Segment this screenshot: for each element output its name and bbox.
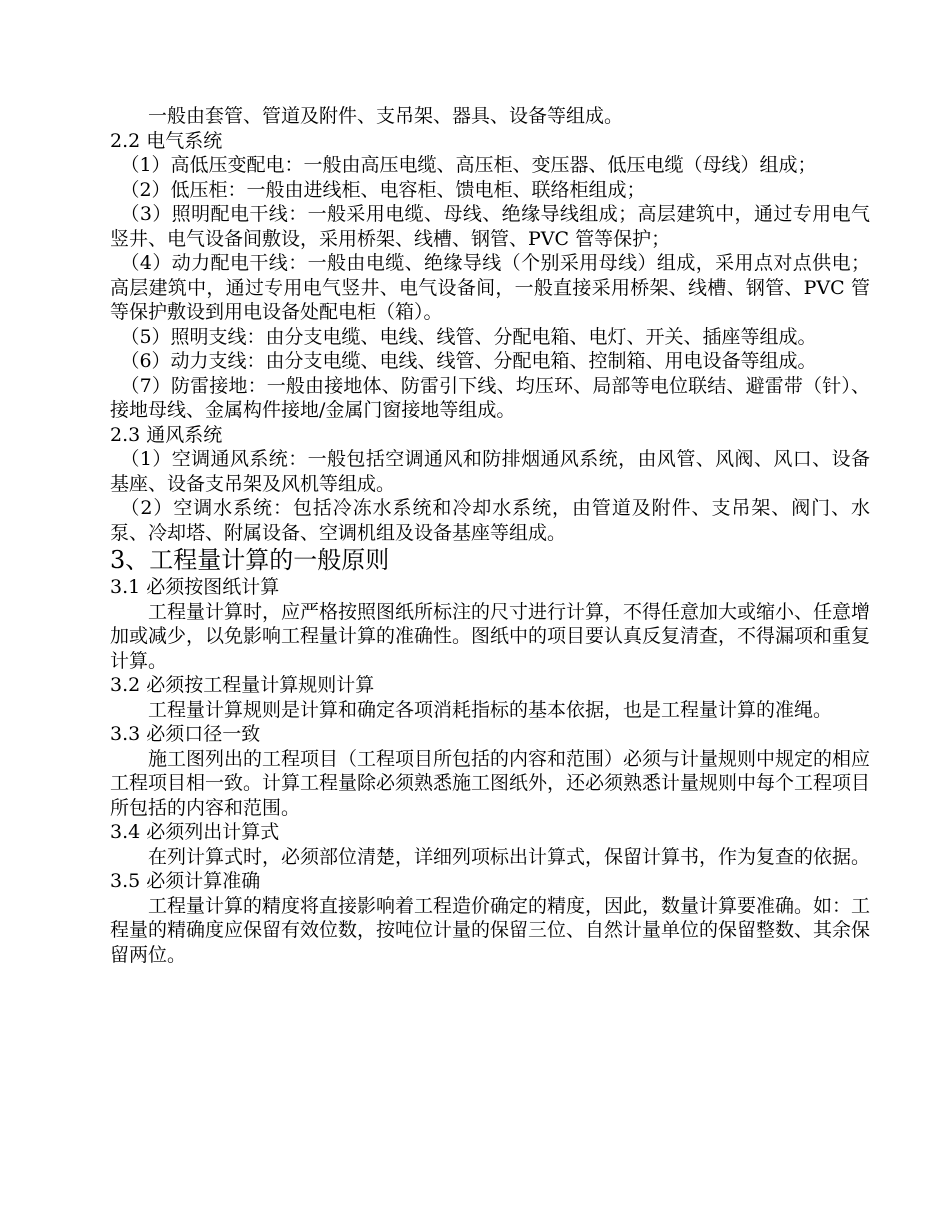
heading-3-5: 3.5 必须计算准确 [110,870,261,892]
document-page [110,104,870,967]
heading-3: 3、工程量计算的一般原则 [110,546,390,574]
paragraph-3-3: 施工图列出的工程项目（工程项目所包括的内容和范围）必须与计量规则中规定的相应工程项目相一致。计算工程量除必须熟悉施工图纸外，还必须熟悉计量规则中每个工程项目所包括的内容和范围。 [110,747,871,819]
list-item-ventilation-1: （1）空调通风系统：一般包括空调通风和防排烟通风系统，由风管、风阀、风口、设备基座、设备支吊架及风机等组成。 [110,448,870,495]
list-item-electric-6: （6）动力支线：由分支电缆、电线、线管、分配电箱、控制箱、用电设备等组成。 [120,350,817,372]
paragraph-3-1: 工程量计算时，应严格按照图纸所标注的尺寸进行计算，不得任意加大或缩小、任意增加或减少，以免影响工程量计算的准确性。图纸中的项目要认真反复清查，不得漏项和重复计算。 [110,600,871,672]
list-item-electric-7: （7）防雷接地：一般由接地体、防雷引下线、均压环、局部等电位联结、避雷带（针）、接地母线、金属构件接地/金属门窗接地等组成。 [110,374,870,421]
list-item-electric-3: （3）照明配电干线：一般采用电缆、母线、绝缘导线组成；高层建筑中，通过专用电气竖井、电气设备间敷设，采用桥架、线槽、钢管、PVC 管等保护； [110,203,870,250]
list-item-electric-4: （4）动力配电干线：一般由电缆、绝缘导线（个别采用母线）组成，采用点对点供电；高层建筑中，通过专用电气竖井、电气设备间，一般直接采用桥架、线槽、钢管、PVC 管等保护敷设到用电设备处配电柜（箱）。 [110,252,870,323]
heading-3-1: 3.1 必须按图纸计算 [110,576,280,598]
list-item-electric-2: （2）低压柜：一般由进线柜、电容柜、馈电柜、联络柜组成； [120,178,646,201]
paragraph-3-2: 工程量计算规则是计算和确定各项消耗指标的基本依据，也是工程量计算的准绳。 [148,698,833,721]
heading-3-3: 3.3 必须口径一致 [110,723,261,745]
heading-2-2: 2.2 电气系统 [110,129,223,152]
list-item-electric-1: （1）高低压变配电：一般由高压电缆、高压柜、变压器、低压电缆（母线）组成； [120,154,817,176]
heading-2-3: 2.3 通风系统 [110,423,223,446]
paragraph-3-5: 工程量计算的精度将直接影响着工程造价确定的精度，因此，数量计算要准确。如：工程量的精确度应保留有效位数，按吨位计量的保留三位、自然计量单位的保留整数、其余保留两位。 [110,894,871,966]
list-item-ventilation-2: （2）空调水系统：包括冷冻水系统和冷却水系统，由管道及附件、支吊架、阀门、水泵、冷却塔、附属设备、空调机组及设备基座等组成。 [110,497,870,544]
list-item-electric-5: （5）照明支线：由分支电缆、电线、线管、分配电箱、电灯、开关、插座等组成。 [120,325,817,348]
paragraph-3-4: 在列计算式时，必须部位清楚，详细列项标出计算式，保留计算书，作为复查的依据。 [148,845,871,868]
heading-3-4: 3.4 必须列出计算式 [110,821,280,843]
heading-3-2: 3.2 必须按工程量计算规则计算 [110,674,375,696]
paragraph-intro: 一般由套管、管道及附件、支吊架、器具、设备等组成。 [148,105,624,127]
